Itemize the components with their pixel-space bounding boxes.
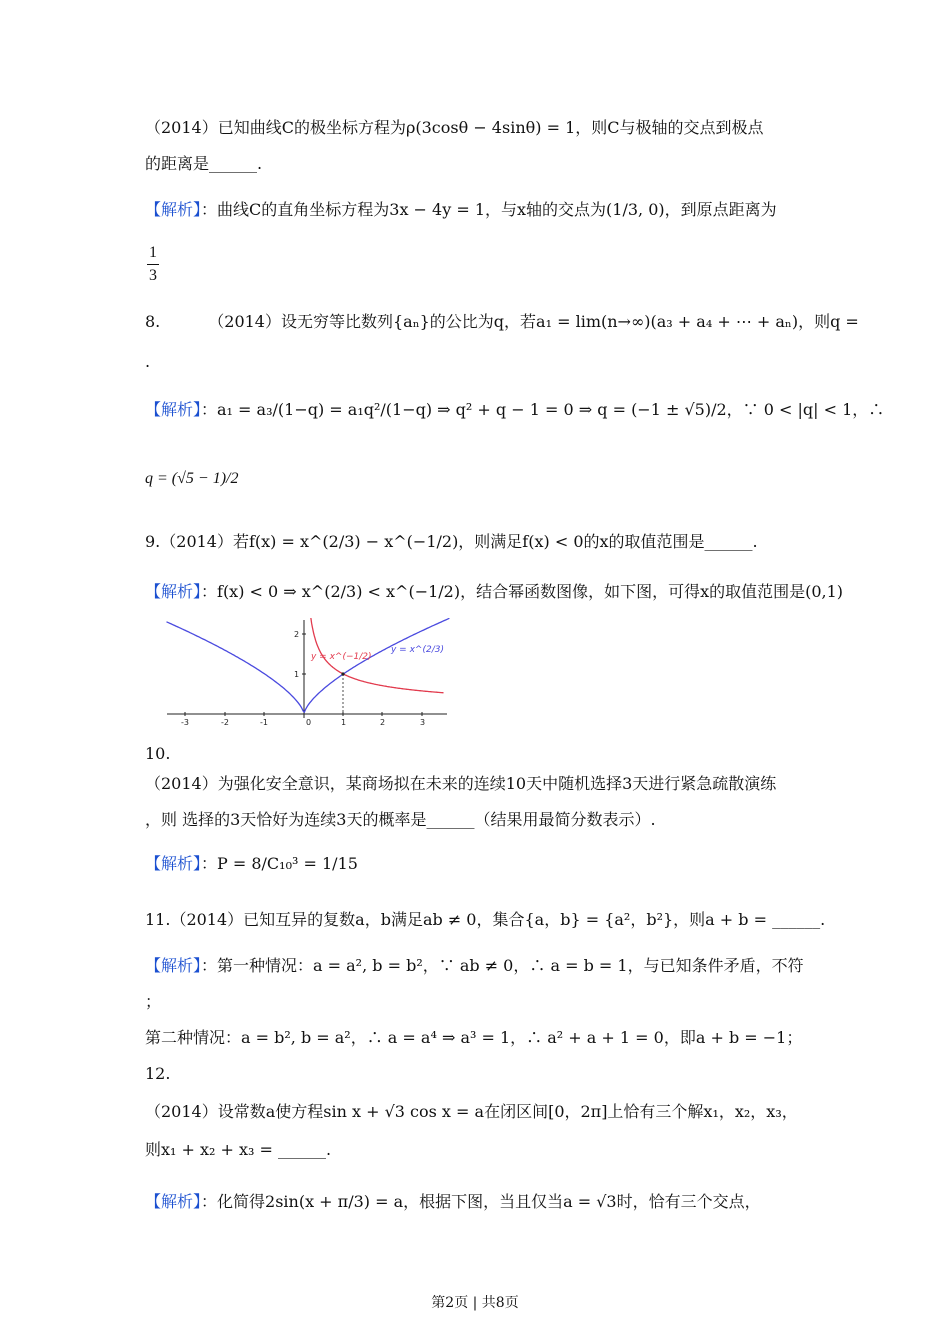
q9-solution: 【解析】：f(x) < 0 ⇒ x^(2/3) < x^(−1/2)，结合幂函数图像，如下图，可得x的取值范围是(0,1) [145, 582, 844, 601]
q7-solution: 【解析】：曲线C的直角坐标方程为3x − 4y = 1，与x轴的交点为(1/3, 0)，到原点距离为 [145, 200, 777, 219]
blue-curve [167, 618, 450, 712]
x-tick-label: -2 [221, 718, 229, 727]
q12-line2: 则x₁ + x₂ + x₃ = ______. [145, 1140, 332, 1159]
solution-label: 【解析】 [145, 582, 202, 601]
q10-solution: 【解析】：P = 8/C₁₀³ = 1/15 [145, 854, 358, 873]
x-tick-label: 0 [306, 718, 312, 727]
q12-line1: （2014）设常数a使方程sin x + √3 cos x = a在闭区间[0，2π]上恰有三个解x₁，x₂，x₃， [145, 1102, 798, 1121]
blue-curve-label: y = x^(2/3) [391, 645, 444, 655]
solution-label: 【解析】 [145, 956, 202, 975]
q8-answer: q = (√5 − 1)/2 [145, 470, 239, 487]
y-tick-label: 1 [294, 670, 300, 679]
q11-line1: 11.（2014）已知互异的复数a，b满足ab ≠ 0，集合{a，b} = {a²，b²}，则a + b = ______. [145, 910, 826, 929]
q8-solution: 【解析】：a₁ = a₃/(1−q) = a₁q²/(1−q) ⇒ q² + q − 1 = 0 ⇒ q = (−1 ± √5)/2，∵ 0 < |q| < 1，∴ [145, 400, 885, 419]
q8-line1: 8. （2014）设无穷等比数列{aₙ}的公比为q，若a₁ = lim(n→∞)(a₃ + a₄ + ⋯ + aₙ)，则q = [145, 312, 859, 331]
q11-solution-cont: ； [145, 992, 162, 1011]
solution-label: 【解析】 [145, 200, 202, 219]
q7-answer [145, 242, 161, 287]
q12-number: 12. [145, 1064, 171, 1083]
q11-solution-line2: 第二种情况：a = b², b = a²，∴ a = a⁴ ⇒ a³ = 1，∴ a² + a + 1 = 0，即a + b = −1； [145, 1028, 803, 1047]
x-tick-label: 3 [420, 718, 426, 727]
fraction: $\frac{1}{3}$ [149, 244, 157, 284]
q7-line1: （2014）已知曲线C的极坐标方程为ρ(3cosθ − 4sinθ) = 1，则C与极轴的交点到极点 [145, 118, 764, 137]
solution-label: 【解析】 [145, 400, 202, 419]
q10-number: 10. [145, 744, 171, 763]
power-function-graph [165, 618, 450, 730]
intersection-point [341, 672, 344, 675]
q10-line1: （2014）为强化安全意识，某商场拟在未来的连续10天中随机选择3天进行紧急疏散演练 [145, 774, 777, 793]
solution-label: 【解析】 [145, 1192, 202, 1211]
q8-line2: . [145, 352, 151, 371]
q12-solution: 【解析】：化简得2sin(x + π/3) = a，根据下图，当且仅当a = √3时，恰有三个交点， [145, 1192, 761, 1211]
red-curve-label: y = x^(−1/2) [311, 652, 372, 662]
x-tick-label: -1 [260, 718, 268, 727]
q7-line2: 的距离是______. [145, 154, 263, 173]
q11-solution: 【解析】：第一种情况：a = a², b = b²，∵ ab ≠ 0，∴ a = b = 1，与已知条件矛盾，不符 [145, 956, 804, 975]
y-tick-label: 2 [294, 630, 300, 639]
q10-line2: ，则 选择的3天恰好为连续3天的概率是______（结果用最简分数表示）. [145, 810, 656, 829]
x-tick-label: 1 [341, 718, 347, 727]
solution-label: 【解析】 [145, 854, 202, 873]
page-footer: 第2页 | 共8页 [431, 1295, 519, 1311]
q9-line1: 9.（2014）若f(x) = x^(2/3) − x^(−1/2)，则满足f(x) < 0的x的取值范围是______. [145, 532, 758, 551]
x-tick-label: 2 [380, 718, 386, 727]
x-tick-label: -3 [181, 718, 189, 727]
